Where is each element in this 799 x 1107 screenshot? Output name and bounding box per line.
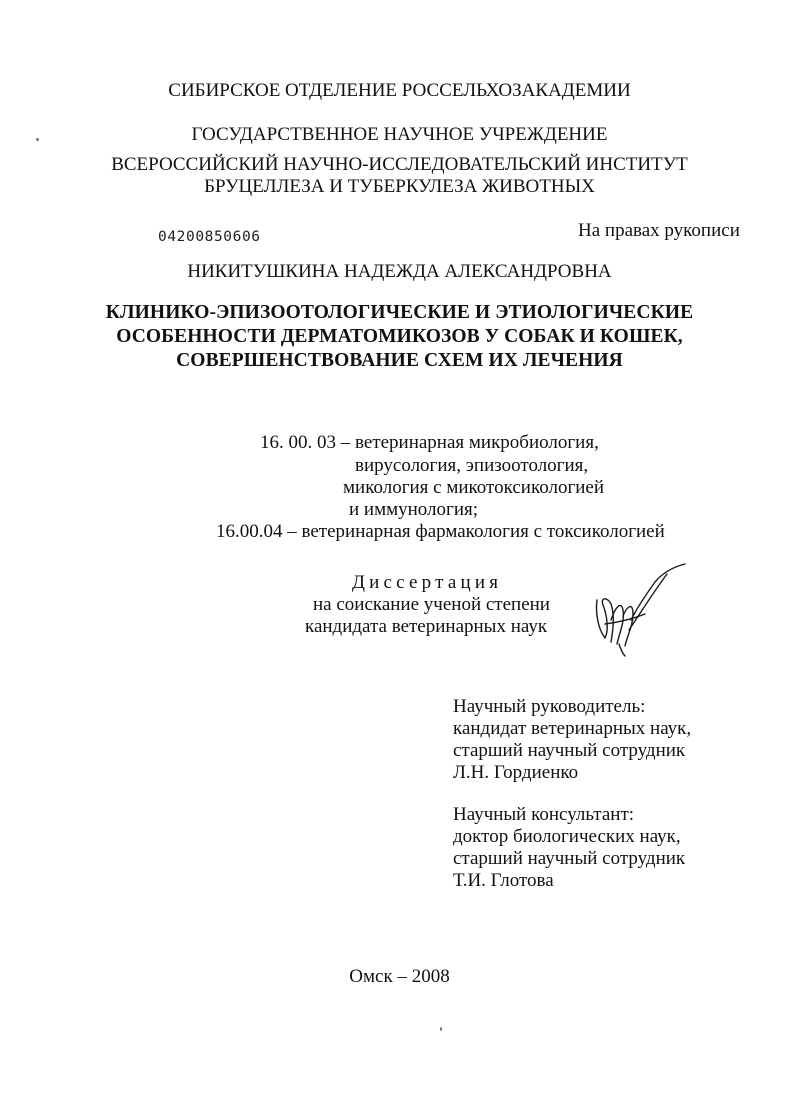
specialty-line-5: 16.00.04 – ветеринарная фармакология с токсикологией (216, 521, 665, 542)
consultant-position: старший научный сотрудник (453, 848, 686, 869)
institute-line-2: БРУЦЕЛЛЕЗА И ТУБЕРКУЛЕЗА ЖИВОТНЫХ (204, 176, 595, 197)
thesis-title-line-2: ОСОБЕННОСТИ ДЕРМАТОМИКОЗОВ У СОБАК И КОШЕК, (116, 326, 683, 347)
rights-note: На правах рукописи (578, 220, 740, 241)
org-line-1: СИБИРСКОЕ ОТДЕЛЕНИЕ РОССЕЛЬХОЗАКАДЕМИИ (168, 80, 631, 101)
degree-label: Диссертация (352, 572, 503, 593)
consultant-heading: Научный консультант: (453, 804, 635, 825)
supervisor-degree: кандидат ветеринарных наук, (453, 718, 692, 739)
degree-line-3: кандидата ветеринарных наук (305, 616, 548, 637)
consultant-name: Т.И. Глотова (453, 870, 554, 891)
library-code-stamp: 04200850606 (158, 229, 261, 245)
specialty-line-2: вирусология, эпизоотология, (355, 455, 589, 476)
specialty-line-4: и иммунология; (349, 499, 479, 520)
thesis-title-line-1: КЛИНИКО-ЭПИЗООТОЛОГИЧЕСКИЕ И ЭТИОЛОГИЧЕСКИЕ (105, 302, 694, 323)
specialty-line-1: 16. 00. 03 – ветеринарная микробиология, (260, 432, 599, 453)
specialty-line-3: микология с микотоксикологией (343, 477, 604, 498)
supervisor-name: Л.Н. Гордиенко (453, 762, 579, 783)
scan-speck (440, 1027, 442, 1031)
degree-line-2: на соискание ученой степени (313, 594, 550, 615)
supervisor-heading: Научный руководитель: (453, 696, 646, 717)
consultant-degree: доктор биологических наук, (453, 826, 681, 847)
city-year: Омск – 2008 (349, 966, 450, 987)
institute-line-1: ВСЕРОССИЙСКИЙ НАУЧНО-ИССЛЕДОВАТЕЛЬСКИЙ ИНСТИТУТ (111, 154, 688, 175)
supervisor-position: старший научный сотрудник (453, 740, 686, 761)
handwritten-signature (585, 560, 695, 660)
thesis-title-line-3: СОВЕРШЕНСТВОВАНИЕ СХЕМ ИХ ЛЕЧЕНИЯ (176, 350, 623, 371)
org-line-2: ГОСУДАРСТВЕННОЕ НАУЧНОЕ УЧРЕЖДЕНИЕ (191, 124, 608, 145)
author-name: НИКИТУШКИНА НАДЕЖДА АЛЕКСАНДРОВНА (187, 261, 612, 282)
